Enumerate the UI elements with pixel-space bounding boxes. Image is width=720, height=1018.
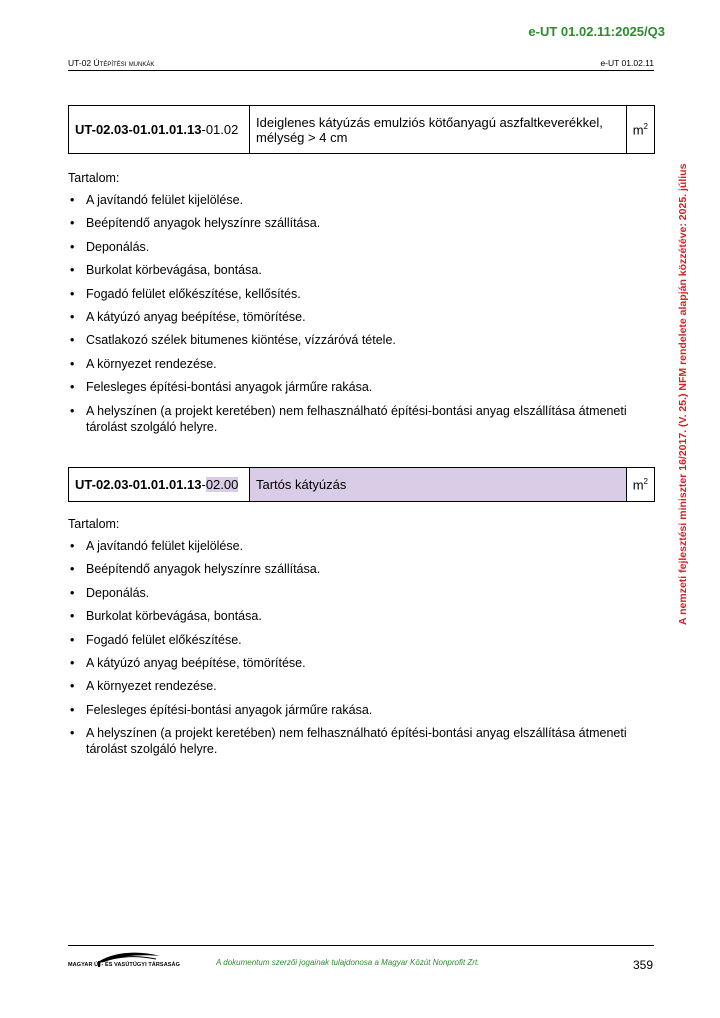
list-item: • Felesleges építési-bontási anyagok járműre rakása.	[68, 702, 628, 718]
item-description: Tartós kátyúzás	[250, 468, 627, 502]
item-unit: $m^2$	[626, 468, 654, 502]
list-item: • A javítandó felület kijelölése.	[68, 538, 628, 554]
list-item: • Deponálás.	[68, 239, 628, 255]
item-content-2	[68, 516, 628, 765]
list-item: • Burkolat körbevágása, bontása.	[68, 262, 628, 278]
content-label: Tartalom:	[68, 171, 120, 185]
item-table-2	[68, 467, 655, 502]
list-item: • A helyszínen (a projekt keretében) nem felhasználható építési-bontási anyag elszállítása átmeneti tárolást szolgáló helyre.	[68, 403, 628, 435]
list-item: • Beépítendő anyagok helyszínre szállítása.	[68, 215, 628, 231]
list-item: • A helyszínen (a projekt keretében) nem felhasználható építési-bontási anyag elszállítása átmeneti tárolást szolgáló helyre.	[68, 725, 628, 757]
page-number: 359	[632, 958, 653, 972]
list-item: • Deponálás.	[68, 585, 628, 601]
copyright-note: A dokumentum szerzői jogainak tulajdonosa a Magyar Közút Nonprofit Zrt.	[216, 958, 480, 967]
document-code: e-UT 01.02.11:2025/Q3	[528, 24, 665, 39]
item-code: UT-02.03-01.01.01.13-01.02	[69, 106, 250, 154]
item-code: UT-02.03-01.01.01.13-02.00	[69, 468, 250, 502]
list-item: • Fogadó felület előkészítése, kellősítés.	[68, 286, 628, 302]
logo-text: MAGYAR ÚT- ÉS VASÚTÜGYI TÁRSASÁG	[68, 962, 180, 968]
header-right: e-UT 01.02.11	[600, 58, 654, 68]
running-header	[68, 58, 654, 71]
list-item: • Burkolat körbevágása, bontása.	[68, 608, 628, 624]
list-item: • A kátyúzó anyag beépítése, tömörítése.	[68, 309, 628, 325]
item-description: Ideiglenes kátyúzás emulziós kötőanyagú aszfaltkeverékkel, mélység > 4 cm	[250, 106, 627, 154]
list-item: • A környezet rendezése.	[68, 356, 628, 372]
list-item: • A környezet rendezése.	[68, 678, 628, 694]
item-content-1	[68, 170, 628, 442]
content-list	[68, 192, 628, 435]
list-item: • Felesleges építési-bontási anyagok járműre rakása.	[68, 379, 628, 395]
list-item: • Beépítendő anyagok helyszínre szállítása.	[68, 561, 628, 577]
list-item: • A kátyúzó anyag beépítése, tömörítése.	[68, 655, 628, 671]
list-item: • Csatlakozó szélek bitumenes kiöntése, vízzáróvá tétele.	[68, 332, 628, 348]
content-list	[68, 538, 628, 757]
item-table-1	[68, 105, 655, 154]
list-item: • Fogadó felület előkészítése.	[68, 632, 628, 648]
item-unit: $m^2$	[626, 106, 654, 154]
header-left: UT-02 Útépítési munkák	[68, 58, 155, 68]
content-label: Tartalom:	[68, 517, 120, 531]
header-title: Útépítési munkák	[93, 58, 155, 68]
list-item: • A javítandó felület kijelölése.	[68, 192, 628, 208]
footer-divider	[68, 945, 654, 946]
